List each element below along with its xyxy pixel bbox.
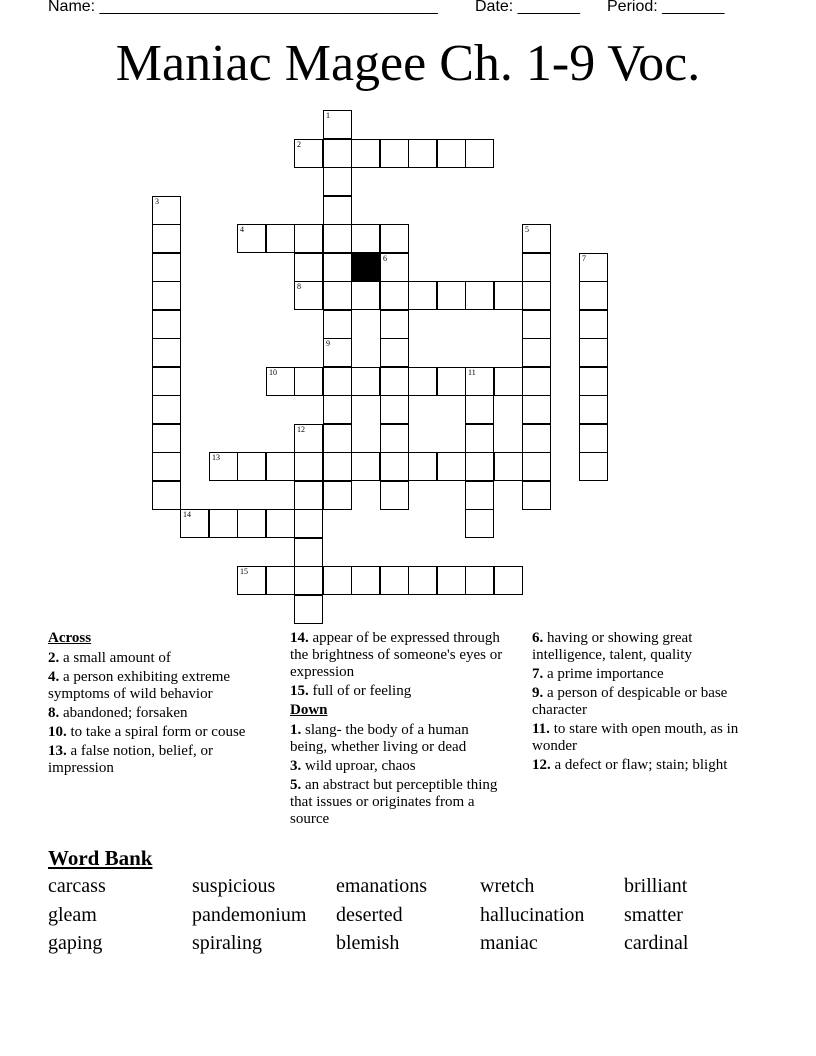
clue-down-6: 6. having or showing great intelligence, talent, quality xyxy=(532,630,693,663)
crossword-cell[interactable] xyxy=(294,424,323,453)
crossword-cell[interactable] xyxy=(294,595,323,624)
crossword-cell[interactable] xyxy=(209,452,238,481)
word-bank-item: gaping xyxy=(48,932,103,954)
crossword-cell[interactable] xyxy=(152,196,181,225)
crossword-cell[interactable] xyxy=(579,310,608,339)
crossword-cell[interactable] xyxy=(266,509,295,538)
crossword-cell[interactable] xyxy=(522,281,551,310)
word-bank-item: wretch xyxy=(480,875,535,897)
crossword-cell[interactable] xyxy=(152,310,181,339)
word-bank-item: brilliant xyxy=(624,875,688,897)
crossword-cell[interactable] xyxy=(465,424,494,453)
clue-number: 9 xyxy=(326,339,330,348)
crossword-cell[interactable] xyxy=(323,395,352,424)
crossword-cell[interactable] xyxy=(522,481,551,510)
crossword-cell[interactable] xyxy=(323,139,352,168)
crossword-cell[interactable] xyxy=(323,281,352,310)
black-cell xyxy=(351,253,380,282)
crossword-cell[interactable] xyxy=(323,310,352,339)
crossword-cell[interactable] xyxy=(380,139,409,168)
down-heading: Down xyxy=(290,702,328,718)
clue-number: 7 xyxy=(582,254,586,263)
word-bank-item: suspicious xyxy=(192,875,276,897)
crossword-cell[interactable] xyxy=(522,338,551,367)
crossword-cell[interactable] xyxy=(351,224,380,253)
crossword-cell[interactable] xyxy=(380,367,409,396)
word-bank-title: Word Bank xyxy=(48,846,153,870)
crossword-cell[interactable] xyxy=(351,452,380,481)
crossword-cell[interactable] xyxy=(351,566,380,595)
crossword-cell[interactable] xyxy=(237,224,266,253)
clue-across-8: 8. abandoned; forsaken xyxy=(48,705,188,721)
crossword-cell[interactable] xyxy=(522,395,551,424)
crossword-cell[interactable] xyxy=(380,224,409,253)
clue-number: 8 xyxy=(297,282,301,291)
date-field[interactable]: Date: _______ xyxy=(475,0,580,15)
clue-across-14: 14. appear of be expressed through the brightness of someone's eyes or expression xyxy=(290,630,503,680)
word-bank-item: cardinal xyxy=(624,932,689,954)
crossword-cell[interactable] xyxy=(294,139,323,168)
crossword-cell[interactable] xyxy=(408,452,437,481)
crossword-cell[interactable] xyxy=(579,281,608,310)
crossword-cell[interactable] xyxy=(351,281,380,310)
name-field[interactable]: Name: ______________________________________ xyxy=(48,0,438,15)
crossword-cell[interactable] xyxy=(465,509,494,538)
clue-down-12: 12. a defect or flaw; stain; blight xyxy=(532,757,728,773)
clue-number: 2 xyxy=(297,140,301,149)
crossword-cell[interactable] xyxy=(579,424,608,453)
clue-number: 10 xyxy=(269,368,277,377)
crossword-cell[interactable] xyxy=(437,281,466,310)
crossword-cell[interactable] xyxy=(437,367,466,396)
clues-column-1 xyxy=(48,630,263,779)
word-bank-item: pandemonium xyxy=(192,904,307,926)
crossword-cell[interactable] xyxy=(323,196,352,225)
clue-down-7: 7. a prime importance xyxy=(532,666,664,682)
page-title: Maniac Magee Ch. 1-9 Voc. xyxy=(115,35,701,92)
crossword-cell[interactable] xyxy=(237,566,266,595)
crossword-cell[interactable] xyxy=(579,367,608,396)
crossword-cell[interactable] xyxy=(465,566,494,595)
crossword-cell[interactable] xyxy=(380,452,409,481)
crossword-cell[interactable] xyxy=(408,281,437,310)
clue-across-15: 15. full of or feeling xyxy=(290,683,412,699)
clue-number: 4 xyxy=(240,225,244,234)
crossword-cell[interactable] xyxy=(380,566,409,595)
crossword-cell[interactable] xyxy=(323,167,352,196)
crossword-cell[interactable] xyxy=(437,139,466,168)
crossword-cell[interactable] xyxy=(465,395,494,424)
crossword-cell[interactable] xyxy=(522,310,551,339)
word-bank-item: carcass xyxy=(48,875,106,897)
crossword-cell[interactable] xyxy=(437,452,466,481)
crossword-cell[interactable] xyxy=(494,452,523,481)
crossword-cell[interactable] xyxy=(237,452,266,481)
crossword-cell[interactable] xyxy=(294,367,323,396)
crossword-cell[interactable] xyxy=(152,481,181,510)
clue-down-1: 1. slang- the body of a human being, whether living or dead xyxy=(290,722,469,755)
crossword-cell[interactable] xyxy=(323,224,352,253)
crossword-cell[interactable] xyxy=(579,253,608,282)
crossword-cell[interactable] xyxy=(152,367,181,396)
crossword-cell[interactable] xyxy=(579,338,608,367)
crossword-cell[interactable] xyxy=(294,481,323,510)
crossword-cell[interactable] xyxy=(266,566,295,595)
clues-column-2 xyxy=(290,630,505,830)
clue-down-3: 3. wild uproar, chaos xyxy=(290,758,416,774)
crossword-cell[interactable] xyxy=(294,253,323,282)
crossword-cell[interactable] xyxy=(380,481,409,510)
crossword-cell[interactable] xyxy=(465,367,494,396)
crossword-cell[interactable] xyxy=(323,481,352,510)
clue-across-13: 13. a false notion, belief, or impression xyxy=(48,743,213,776)
word-bank-item: blemish xyxy=(336,932,400,954)
crossword-cell[interactable] xyxy=(294,566,323,595)
crossword-cell[interactable] xyxy=(323,566,352,595)
period-field[interactable]: Period: _______ xyxy=(607,0,725,15)
clue-number: 1 xyxy=(326,111,330,120)
word-bank-item: spiraling xyxy=(192,932,262,954)
clue-number: 13 xyxy=(212,453,220,462)
crossword-cell[interactable] xyxy=(323,110,352,139)
word-bank-item: maniac xyxy=(480,932,538,954)
crossword-cell[interactable] xyxy=(351,139,380,168)
clue-number: 15 xyxy=(240,567,248,576)
clues-column-3 xyxy=(532,630,747,776)
crossword-cell[interactable] xyxy=(152,253,181,282)
crossword-cell[interactable] xyxy=(408,139,437,168)
crossword-cell[interactable] xyxy=(180,509,209,538)
crossword-cell[interactable] xyxy=(152,424,181,453)
crossword-cell[interactable] xyxy=(465,139,494,168)
crossword-cell[interactable] xyxy=(152,281,181,310)
across-heading: Across xyxy=(48,630,92,646)
crossword-cell[interactable] xyxy=(522,452,551,481)
crossword-cell[interactable] xyxy=(294,509,323,538)
crossword-cell[interactable] xyxy=(437,566,466,595)
crossword-cell[interactable] xyxy=(351,367,380,396)
crossword-cell[interactable] xyxy=(522,224,551,253)
clue-down-9: 9. a person of despicable or base character xyxy=(532,685,728,718)
clue-number: 5 xyxy=(525,225,529,234)
clue-down-11: 11. to stare with open mouth, as in wonder xyxy=(532,721,739,754)
crossword-cell[interactable] xyxy=(522,367,551,396)
crossword-cell[interactable] xyxy=(494,566,523,595)
clue-down-5: 5. an abstract but perceptible thing that issues or originates from a source xyxy=(290,777,498,827)
clue-across-10: 10. to take a spiral form or couse xyxy=(48,724,246,740)
clue-number: 3 xyxy=(155,197,159,206)
crossword-cell[interactable] xyxy=(522,253,551,282)
word-bank-item: deserted xyxy=(336,904,403,926)
crossword-cell[interactable] xyxy=(380,424,409,453)
clue-number: 6 xyxy=(383,254,387,263)
crossword-cell[interactable] xyxy=(465,481,494,510)
crossword-cell[interactable] xyxy=(152,224,181,253)
crossword-cell[interactable] xyxy=(323,452,352,481)
word-bank-item: emanations xyxy=(336,875,428,897)
crossword-cell[interactable] xyxy=(237,509,266,538)
crossword-cell[interactable] xyxy=(465,452,494,481)
clue-number: 11 xyxy=(468,368,476,377)
clue-number: 12 xyxy=(297,425,305,434)
word-bank-item: smatter xyxy=(624,904,683,926)
clue-number: 14 xyxy=(183,510,191,519)
crossword-cell[interactable] xyxy=(294,224,323,253)
crossword-cell[interactable] xyxy=(408,367,437,396)
crossword-cell[interactable] xyxy=(380,310,409,339)
crossword-cell[interactable] xyxy=(323,424,352,453)
crossword-cell[interactable] xyxy=(294,281,323,310)
crossword-cell[interactable] xyxy=(266,224,295,253)
clue-across-4: 4. a person exhibiting extreme symptoms of wild behavior xyxy=(48,669,231,702)
crossword-cell[interactable] xyxy=(266,367,295,396)
crossword-cell[interactable] xyxy=(209,509,238,538)
crossword-cell[interactable] xyxy=(380,281,409,310)
crossword-cell[interactable] xyxy=(266,452,295,481)
crossword-cell[interactable] xyxy=(152,452,181,481)
crossword-cell[interactable] xyxy=(465,281,494,310)
word-bank-item: hallucination xyxy=(480,904,585,926)
clue-across-2: 2. a small amount of xyxy=(48,650,171,666)
crossword-cell[interactable] xyxy=(323,338,352,367)
crossword-cell[interactable] xyxy=(323,367,352,396)
crossword-cell[interactable] xyxy=(152,338,181,367)
crossword-cell[interactable] xyxy=(494,281,523,310)
crossword-cell[interactable] xyxy=(380,338,409,367)
crossword-cell[interactable] xyxy=(494,367,523,396)
crossword-cell[interactable] xyxy=(152,395,181,424)
crossword-cell[interactable] xyxy=(579,452,608,481)
crossword-cell[interactable] xyxy=(380,253,409,282)
crossword-cell[interactable] xyxy=(380,395,409,424)
crossword-cell[interactable] xyxy=(522,424,551,453)
word-bank-item: gleam xyxy=(48,904,97,926)
crossword-cell[interactable] xyxy=(294,452,323,481)
crossword-cell[interactable] xyxy=(294,538,323,567)
crossword-cell[interactable] xyxy=(323,253,352,282)
crossword-cell[interactable] xyxy=(408,566,437,595)
crossword-cell[interactable] xyxy=(579,395,608,424)
